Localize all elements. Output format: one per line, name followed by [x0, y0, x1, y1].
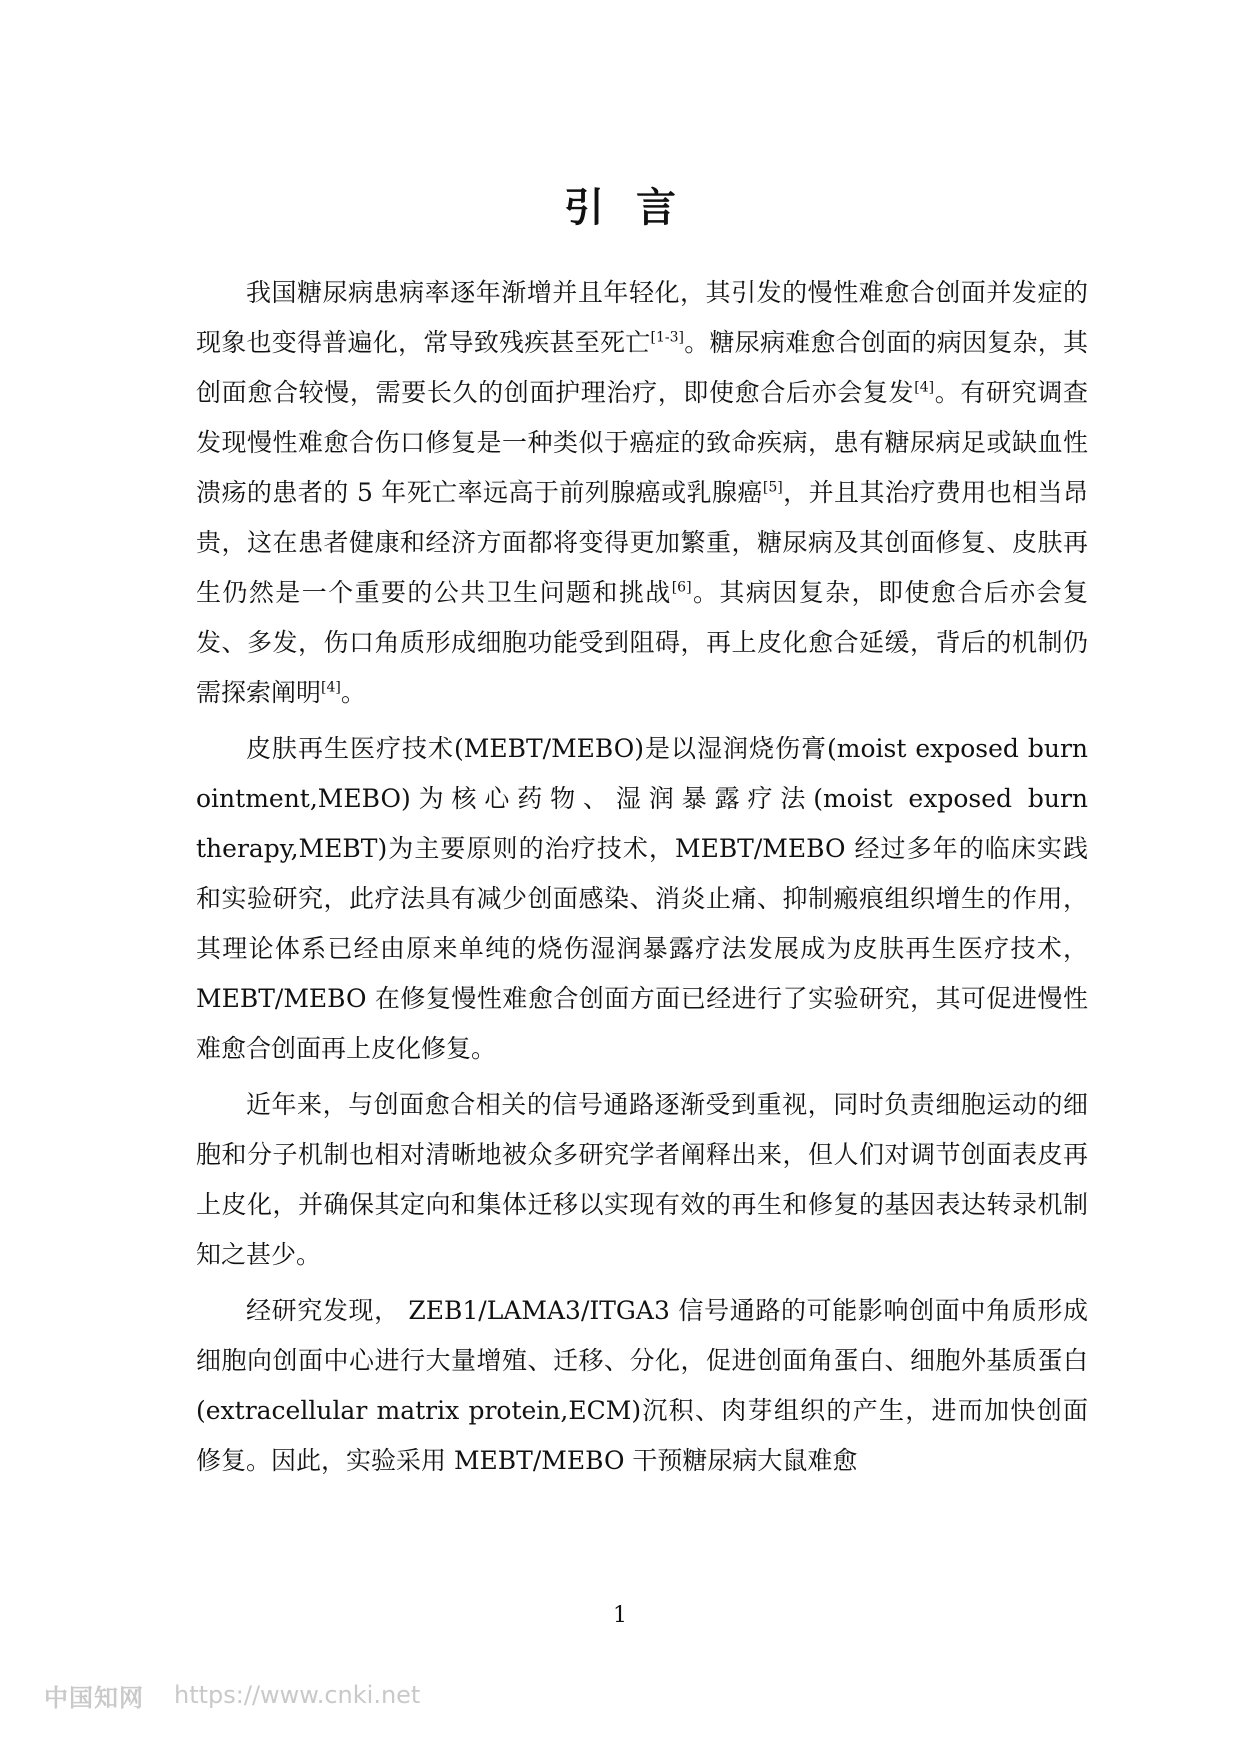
text-run: 我国糖尿病患病率逐年渐增并且年轻化，其引发的慢性难愈合创面并发症的现象也变得普遍化，常导致残疾甚至死亡 — [196, 278, 1088, 357]
citation-ref: [1-3] — [650, 329, 684, 346]
paragraph — [196, 1286, 1088, 1486]
text-run: 。 — [340, 678, 366, 707]
text-run: 皮肤再生医疗技术(MEBT/MEBO)是以湿润烧伤膏(moist exposed burn ointment,MEBO)为核心药物、湿润暴露疗法(moist exposed burn therapy,MEBT)为主要原则的治疗技术，MEBT/MEBO 经过多年的临床实践和实验研究，此疗法具有减少创面感染、消炎止痛、抑制瘢痕组织增生的作用，其理论体系已经由原来单纯的烧伤湿润暴露疗法发展成为皮肤再生医疗技术，MEBT/MEBO 在修复慢性难愈合创面方面已经进行了实验研究，其可促进慢性难愈合创面再上皮化修复。 — [196, 734, 1088, 1063]
text-run: ，并且其治疗费用也相当昂贵，这在患者健康和经济方面都将变得更加繁重，糖尿病及其创面修复、皮肤再生仍然是一个重要的公共卫生问题和挑战 — [196, 478, 1088, 607]
text-run: 。有研究调查发现慢性难愈合伤口修复是一种类似于癌症的致命疾病，患有糖尿病足或缺血性溃疡的患者的 5 年死亡率远高于前列腺癌或乳腺癌 — [196, 378, 1088, 507]
page-title: 引言 — [564, 185, 708, 231]
citation-ref: [4] — [321, 679, 341, 696]
citation-ref: [6] — [671, 579, 692, 596]
page-number: 1 — [613, 1603, 627, 1628]
paragraph — [196, 1080, 1088, 1280]
watermark-footer — [44, 1675, 420, 1715]
text-run: 。其病因复杂，即使愈合后亦会复发、多发，伤口角质形成细胞功能受到阻碍，再上皮化愈合延缓，背后的机制仍需探索阐明 — [196, 578, 1088, 707]
text-run: 。糖尿病难愈合创面的病因复杂，其创面愈合较慢，需要长久的创面护理治疗，即使愈合后亦会复发 — [196, 328, 1088, 407]
source-url: https://www.cnki.net — [174, 1681, 421, 1709]
cnki-logo-text: 中国知网 — [44, 1683, 144, 1712]
paragraph — [196, 268, 1088, 718]
body-text — [196, 268, 1088, 1492]
text-run: 近年来，与创面愈合相关的信号通路逐渐受到重视，同时负责细胞运动的细胞和分子机制也相对清晰地被众多研究学者阐释出来，但人们对调节创面表皮再上皮化，并确保其定向和集体迁移以实现有效的再生和修复的基因表达转录机制知之甚少。 — [196, 1090, 1088, 1269]
text-run: 经研究发现， ZEB1/LAMA3/ITGA3 信号通路的可能影响创面中角质形成细胞向创面中心进行大量增殖、迁移、分化，促进创面角蛋白、细胞外基质蛋白(extracellular matrix protein,ECM)沉积、肉芽组织的产生，进而加快创面修复。因此，实验采用 MEBT/MEBO 干预糖尿病大鼠难愈 — [196, 1296, 1088, 1475]
citation-ref: [5] — [762, 479, 783, 496]
paragraph — [196, 724, 1088, 1074]
citation-ref: [4] — [914, 379, 935, 396]
